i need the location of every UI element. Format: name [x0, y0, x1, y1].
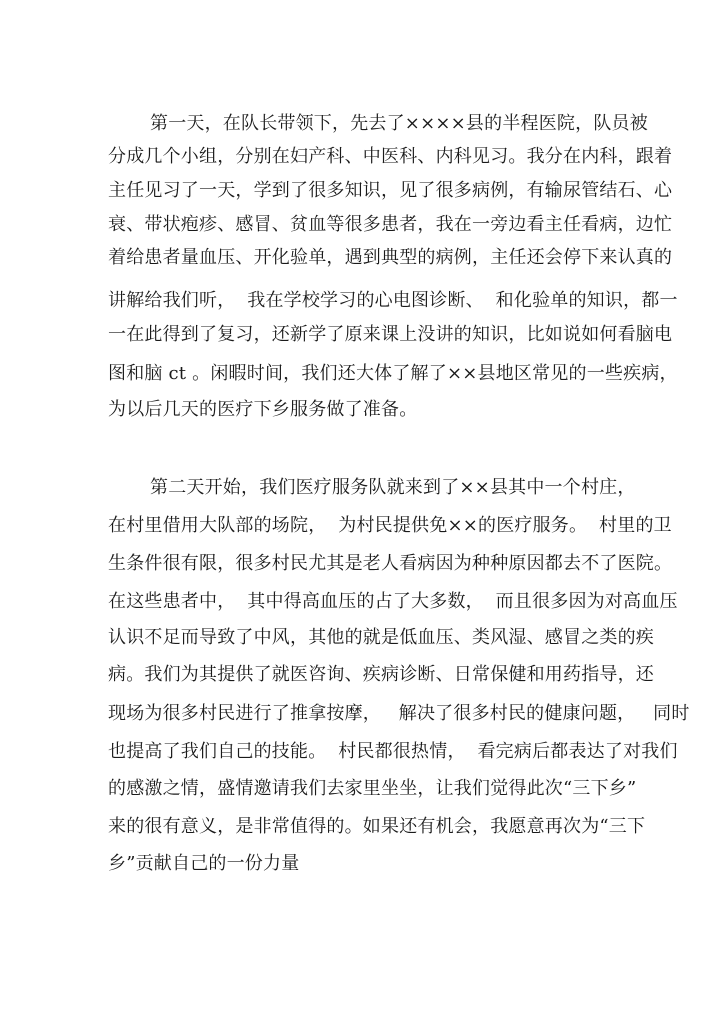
paragraph-line: 来的很有意义，是非常值得的。如果还有机会，我愿意再次为“三下: [108, 816, 646, 837]
paragraph-line: 一在此得到了复习，还新学了原来课上没讲的知识，比如说如何看脑电: [108, 324, 673, 345]
paragraph-line: 现场为很多村民进行了推拿按摩， 解决了很多村民的健康问题， 同时: [108, 703, 690, 724]
paragraph-line: 生条件很有限，很多村民尤其是老人看病因为种种原因都去不了医院。: [108, 553, 673, 574]
paragraph-line: 在这些患者中， 其中得高血压的占了大多数， 而且很多因为对高血压: [108, 591, 678, 612]
paragraph-line: 乡”贡献自己的一份力量: [108, 853, 300, 874]
paragraph-line: 的感激之情，盛情邀请我们去家里坐坐，让我们觉得此次“三下乡”: [108, 778, 637, 799]
paragraph-line: 讲解给我们听， 我在学校学习的心电图诊断、 和化验单的知识，都一: [108, 290, 678, 311]
paragraph-line: 在村里借用大队部的场院， 为村民提供免××的医疗服务。 村里的卫: [108, 515, 672, 536]
paragraph-line: 图和脑 ct 。闲暇时间，我们还大体了解了××县地区常见的一些疾病，: [108, 363, 678, 384]
paragraph-line: 第二天开始，我们医疗服务队就来到了××县其中一个村庄，: [150, 477, 636, 498]
paragraph-line: 第一天，在队长带领下，先去了××××县的半程医院，队员被: [150, 113, 648, 134]
paragraph-line: 分成几个小组，分别在妇产科、中医科、内科见习。我分在内科，跟着: [108, 146, 673, 167]
paragraph-line: 认识不足而导致了中风，其他的就是低血压、类风湿、感冒之类的疾: [108, 627, 654, 648]
paragraph-line: 病。我们为其提供了就医咨询、疾病诊断、日常保健和用药指导，还: [108, 664, 654, 685]
paragraph-line: 主任见习了一天，学到了很多知识，见了很多病例，有输尿管结石、心: [108, 180, 673, 201]
paragraph-line: 为以后几天的医疗下乡服务做了准备。: [108, 399, 418, 420]
paragraph-line: 着给患者量血压、开化验单，遇到典型的病例，主任还会停下来认真的: [108, 247, 673, 268]
paragraph-line: 也提高了我们自己的技能。 村民都很热情， 看完病后都表达了对我们: [108, 741, 678, 762]
paragraph-line: 衰、带状疱疹、感冒、贫血等很多患者，我在一旁边看主任看病，边忙: [108, 214, 673, 235]
